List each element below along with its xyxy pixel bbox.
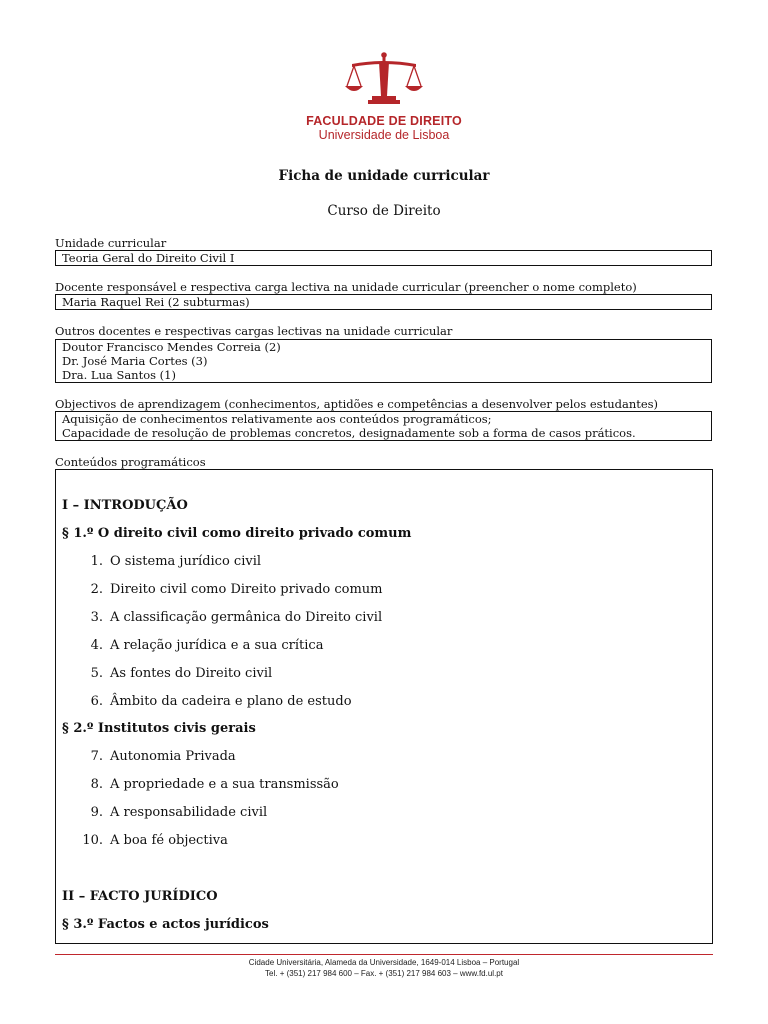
list-item: 6. Âmbito da cadeira e plano de estudo (90, 694, 352, 709)
list-item: 1. O sistema jurídico civil (90, 554, 262, 569)
field-line: Teoria Geral do Direito Civil I (62, 251, 235, 265)
field-line: Dr. José Maria Cortes (3) (62, 354, 208, 368)
list-item: 10. A boa fé objectiva (82, 833, 228, 848)
objectivos-field (55, 411, 712, 441)
unidade-curricular-label: Unidade curricular (55, 236, 167, 250)
faculty-logo (0, 50, 768, 142)
footer-address: Cidade Universitária, Alameda da Universidade, 1649-014 Lisboa – Portugal (248, 958, 520, 967)
field-line: Aquisição de conhecimentos relativamente aos conteúdos programáticos; (62, 412, 492, 426)
footer-contacts: Tel. + (351) 217 984 600 – Fax. + (351) 217 984 603 – www.fd.ul.pt (265, 969, 503, 978)
outros-docentes-label: Outros docentes e respectivas cargas lectivas na unidade curricular (55, 324, 453, 338)
conteudos-label: Conteúdos programáticos (55, 455, 206, 469)
field-line: Capacidade de resolução de problemas concretos, designadamente sob a forma de casos práticos. (62, 426, 636, 440)
part-heading-facto-juridico: II – FACTO JURÍDICO (62, 889, 218, 904)
list-item: 5. As fontes do Direito civil (90, 666, 273, 681)
footer-rule (55, 954, 713, 955)
outros-docentes-field (55, 339, 712, 383)
conteudos-box (55, 469, 713, 944)
logo-text-university: Universidade de Lisboa (318, 128, 450, 142)
logo-text-faculty: FACULDADE DE DIREITO (306, 114, 462, 128)
list-item: 7. Autonomia Privada (90, 749, 236, 764)
list-item: 4. A relação jurídica e a sua crítica (90, 638, 324, 653)
list-item: 2. Direito civil como Direito privado comum (90, 582, 383, 597)
field-line: Maria Raquel Rei (2 subturmas) (62, 295, 250, 309)
list-item: 3. A classificação germânica do Direito civil (90, 610, 383, 625)
part-heading-introducao: I – INTRODUÇÃO (62, 498, 188, 513)
unidade-curricular-field (55, 250, 712, 266)
list-item: 9. A responsabilidade civil (90, 805, 268, 820)
field-line: Dra. Lua Santos (1) (62, 368, 176, 382)
list-item: 8. A propriedade e a sua transmissão (90, 777, 339, 792)
docente-responsavel-label: Docente responsável e respectiva carga lectiva na unidade curricular (preencher o nome completo) (55, 280, 637, 294)
docente-responsavel-field (55, 294, 712, 310)
document-subtitle: Curso de Direito (327, 203, 441, 219)
section-heading-2: § 2.º Institutos civis gerais (62, 721, 256, 736)
section-heading-3: § 3.º Factos e actos jurídicos (62, 917, 269, 932)
objectivos-label: Objectivos de aprendizagem (conhecimentos, aptidões e competências a desenvolver pelos estudantes) (55, 397, 659, 411)
scales-of-justice-icon (344, 50, 424, 112)
field-line: Doutor Francisco Mendes Correia (2) (62, 340, 281, 354)
document-title: Ficha de unidade curricular (278, 168, 490, 184)
section-heading-1: § 1.º O direito civil como direito privado comum (62, 526, 412, 541)
